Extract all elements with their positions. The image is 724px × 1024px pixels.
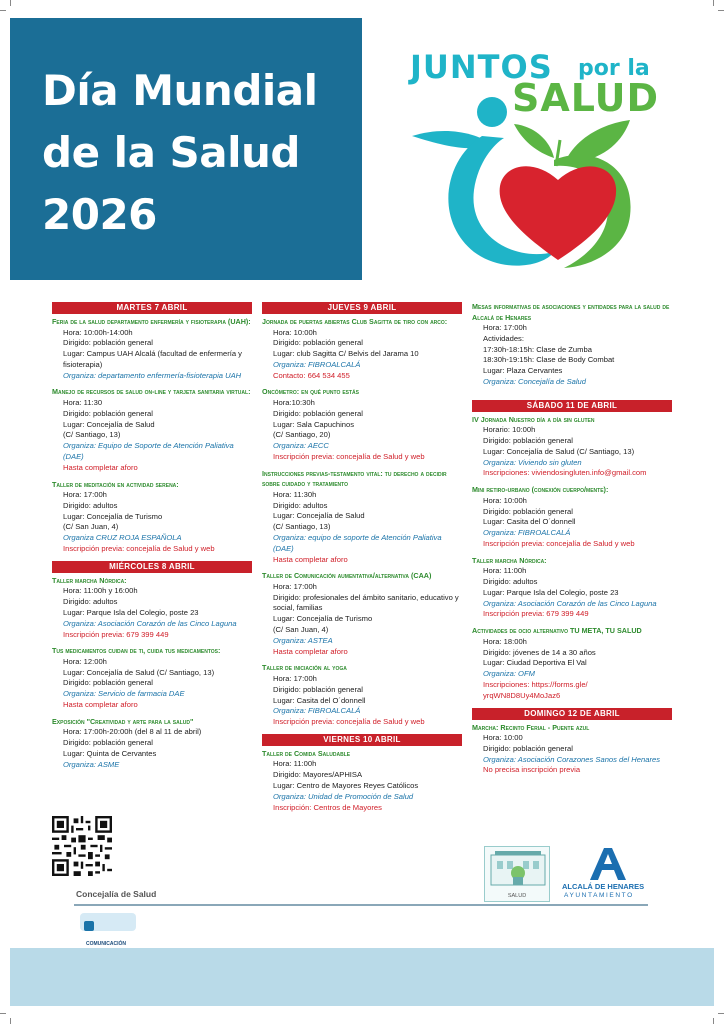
event-organizer: Organiza: OFM xyxy=(483,669,535,679)
event-item xyxy=(262,571,462,657)
event-title: Taller marcha Nórdica: xyxy=(472,555,547,565)
event-item xyxy=(52,480,252,555)
event-registration: Inscripción previa: concejalía de Salud y web xyxy=(483,538,635,548)
event-title: IV Jornada Nuestro día a día sin gluten xyxy=(472,414,595,424)
crop-mark xyxy=(713,0,714,6)
event-registration: Inscripción previa: concejalía de Salud y web xyxy=(273,717,425,727)
event-detail: (C/ Santiago, 13) xyxy=(273,522,331,532)
event-detail: Hora: 17:00h-20:00h (del 8 al 11 de abril) xyxy=(63,727,202,737)
footer-department-label: Concejalía de Salud xyxy=(76,889,157,899)
salud-logo xyxy=(484,846,550,902)
event-detail: Dirigido: profesionales del ámbito sanitario, educativo y social, familias xyxy=(273,592,459,613)
event-registration: No precisa inscripción previa xyxy=(483,765,581,775)
ayuntamiento-label: AYUNTAMIENTO xyxy=(564,892,634,899)
event-registration[interactable]: yrqWN8D8Uy4MoJaz6 xyxy=(483,690,561,700)
page-title-line-2: de la Salud xyxy=(42,128,300,177)
juntos-por-la-salud-logo xyxy=(404,40,668,280)
event-organizer: Organiza: equipo de soporte de Atención Paliativa (DAE) xyxy=(273,532,442,553)
event-detail: Lugar: Casita del O´donnell xyxy=(273,695,366,705)
event-detail: Actividades: xyxy=(483,333,524,343)
event-detail: Hora: 11:00h y 16:00h xyxy=(63,586,138,596)
event-title: Mini retiro-urbano (conexión cuerpo/mente): xyxy=(472,485,609,495)
event-detail: Hora: 11:30h xyxy=(273,489,317,499)
event-registration: Hasta completar aforo xyxy=(63,462,138,472)
event-detail: Dirigido: adultos xyxy=(483,577,538,587)
event-organizer: Organiza: Equipo de Soporte de Atención Paliativa (DAE) xyxy=(63,441,234,461)
event-detail: Dirigido: población general xyxy=(63,738,153,748)
event-title: Marcha: Recinto Ferial - Puente azul xyxy=(472,722,590,732)
program-column-3 xyxy=(472,302,672,782)
alcala-a-icon xyxy=(560,846,656,882)
event-detail: Hora: 17:00h xyxy=(63,490,107,500)
footer-band xyxy=(10,948,714,1006)
event-detail: Horario: 10:00h xyxy=(483,425,536,435)
event-registration: Inscripción previa: 679 399 449 xyxy=(483,609,589,619)
event-title: Taller marcha Nórdica: xyxy=(52,575,127,585)
event-registration: Inscripción previa: concejalía de Salud y web xyxy=(63,544,215,554)
event-registration: Hasta completar aforo xyxy=(273,554,348,564)
day-header: SÁBADO 11 DE ABRIL xyxy=(472,400,672,412)
event-detail: Hora:10:30h xyxy=(273,397,315,407)
crop-mark xyxy=(0,1013,6,1014)
event-detail: (C/ Santiago, 20) xyxy=(273,430,331,440)
event-title: Instrucciones previas-testamento vital: tu derecho a decidir sobre cuidado y tratamiento xyxy=(262,468,447,489)
event-item xyxy=(262,469,462,566)
event-detail: Hora: 17:00h xyxy=(273,581,317,591)
event-detail: Lugar: Centro de Mayores Reyes Católicos xyxy=(273,781,419,790)
event-item xyxy=(472,485,672,549)
event-detail: Lugar: Campus UAH Alcalá (facultad de enfermería y fisioterapia) xyxy=(63,349,242,369)
program-column-1 xyxy=(52,302,252,777)
event-detail: Dirigido: población general xyxy=(483,743,573,753)
event-detail: Lugar: Parque Isla del Colegio, poste 23 xyxy=(483,587,619,597)
comunicacion-icon xyxy=(84,921,94,931)
logo-word-juntos: JUNTOS xyxy=(410,48,553,86)
page-title-line-1: Día Mundial xyxy=(42,66,318,115)
event-registration[interactable]: Inscripciones: viviendosingluten.info@gmail.com xyxy=(483,468,647,478)
event-registration: Hasta completar aforo xyxy=(63,700,138,710)
event-detail: Lugar: Parque Isla del Colegio, poste 23 xyxy=(63,607,199,617)
event-detail: Dirigido: población general xyxy=(273,684,363,694)
event-detail: Lugar: Concejalía de Turismo xyxy=(63,511,163,521)
event-detail: Hora: 18:00h xyxy=(483,636,527,646)
event-detail: Lugar: Concejalía de Salud (C/ Santiago, 13) xyxy=(63,667,215,677)
event-item xyxy=(472,626,672,701)
crop-mark xyxy=(713,1018,714,1024)
event-title: Taller de Comunicación aumentativa/alternativa (CAA) xyxy=(262,571,432,581)
event-organizer: Organiza: Asociación Corazón de las Cinco Laguna xyxy=(63,618,237,628)
event-organizer: Organiza: ASME xyxy=(63,759,120,769)
event-item xyxy=(52,387,252,473)
alcala-name: ALCALÁ DE HENARES xyxy=(562,882,645,891)
event-organizer: Organiza: departamento enfermería-fisioterapia UAH xyxy=(63,370,242,380)
event-title: Feria de la salud departamento enfermería y fisioterapia (UAH): xyxy=(52,317,251,326)
crop-mark xyxy=(718,1013,724,1014)
event-detail: Dirigido: población general xyxy=(63,678,153,688)
event-detail: Hora: 11:00h xyxy=(273,759,317,769)
event-detail: Dirigido: población general xyxy=(483,436,573,446)
event-detail: 17:30h-18:15h: Clase de Zumba xyxy=(483,344,592,354)
event-detail: Dirigido: población general xyxy=(273,408,363,418)
event-title: Manejo de recursos de salud on-line y tarjeta sanitaria virtual: xyxy=(52,387,251,397)
event-detail: Hora: 10:00h-14:00h xyxy=(63,327,133,337)
crop-mark xyxy=(10,1018,11,1024)
event-item xyxy=(472,302,672,388)
event-organizer: Organiza: Asociación Corazón de las Cinco Laguna xyxy=(483,598,657,608)
event-organizer: Organiza: ASTEA xyxy=(273,635,333,645)
event-detail: Dirigido: población general xyxy=(63,338,153,348)
event-detail: (C/ San Juan, 4) xyxy=(273,625,329,635)
event-detail: Hora: 17:00h xyxy=(483,323,527,332)
event-detail: Lugar: Concejalía de Salud xyxy=(63,419,155,429)
event-registration: Inscripción: Centros de Mayores xyxy=(273,802,382,812)
event-organizer: Organiza: FIBROALCALÁ xyxy=(483,528,571,538)
event-detail: Hora: 12:00h xyxy=(63,656,107,666)
event-title: Taller de Comida Saludable xyxy=(262,748,351,758)
event-detail: Dirigido: población general xyxy=(483,506,573,516)
event-title: Taller de iniciación al yoga xyxy=(262,663,347,673)
event-registration: Hasta completar aforo xyxy=(273,646,348,656)
event-detail: Lugar: Casita del O´donnell xyxy=(483,517,576,527)
event-detail: Hora: 11:30 xyxy=(63,397,103,407)
event-title: Oncómetro: en qué punto estás xyxy=(262,387,359,397)
event-detail: Lugar: Concejalía de Salud (C/ Santiago, 13) xyxy=(483,446,635,456)
comunicacion-label: COMUNICACIÓN xyxy=(86,940,126,947)
event-organizer: Organiza: FIBROALCALÁ xyxy=(273,359,361,369)
event-organizer: Organiza: FIBROALCALÁ xyxy=(273,706,361,716)
event-item xyxy=(472,723,672,777)
event-detail: (C/ Santiago, 13) xyxy=(63,430,121,440)
event-detail: Dirigido: población general xyxy=(63,408,153,418)
event-detail: Hora: 17:00h xyxy=(273,673,317,683)
event-detail: Hora: 10:00h xyxy=(483,495,527,505)
program-column-2 xyxy=(262,302,462,819)
event-organizer: Organiza: Asociación Corazones Sanos del Henares xyxy=(483,754,661,764)
page-title-year: 2026 xyxy=(42,190,157,239)
building-icon xyxy=(485,847,551,891)
event-organizer: Organiza: Viviendo sin gluten xyxy=(483,457,582,467)
event-detail: Dirigido: adultos xyxy=(273,500,328,510)
event-registration: Contacto: 664 534 455 xyxy=(273,370,350,380)
event-item xyxy=(472,556,672,620)
event-title: Mesas informativas de asociaciones y entidades para la salud de Alcalá de Henares xyxy=(472,302,670,322)
event-detail: Lugar: Quinta de Cervantes xyxy=(63,748,157,758)
event-item xyxy=(262,317,462,381)
logo-word-salud: SALUD xyxy=(512,76,660,120)
event-detail: Dirigido: Mayores/APHISA xyxy=(273,770,363,780)
day-header: DOMINGO 12 DE ABRIL xyxy=(472,708,672,720)
event-item xyxy=(262,387,462,462)
event-item xyxy=(52,646,252,710)
event-detail: Hora: 10:00h xyxy=(273,327,317,337)
event-title: Exposición "Creatividad y arte para la salud" xyxy=(52,716,194,726)
event-organizer: Organiza: Concejalía de Salud xyxy=(483,376,587,386)
event-title: Actividades de ocio alternativo TU META, TU SALUD xyxy=(472,626,642,636)
comunicacion-badge xyxy=(80,913,136,947)
event-organizer: Organiza: Servicio de farmacia DAE xyxy=(63,689,185,699)
event-detail: Lugar: club Sagitta C/ Belvis del Jarama 10 xyxy=(273,349,419,359)
event-detail: Dirigido: adultos xyxy=(63,500,118,510)
alcala-ayuntamiento-logo xyxy=(560,846,656,902)
day-header: MIÉRCOLES 8 ABRIL xyxy=(52,561,252,573)
event-detail: (C/ San Juan, 4) xyxy=(63,522,119,532)
event-detail: Dirigido: población general xyxy=(273,338,363,348)
event-detail: Hora: 10:00 xyxy=(483,733,523,743)
crop-mark xyxy=(718,10,724,11)
event-title: Taller de meditación en actividad serena: xyxy=(52,479,179,489)
footer-divider xyxy=(74,904,648,906)
salud-logo-label: SALUD xyxy=(507,893,527,899)
event-detail: Lugar: Plaza Cervantes xyxy=(483,366,563,376)
event-detail: Lugar: Concejalía de Salud xyxy=(273,511,365,521)
event-detail: Lugar: Ciudad Deportiva El Val xyxy=(483,658,587,668)
title-banner xyxy=(10,18,362,280)
crop-mark xyxy=(10,0,11,6)
event-organizer: Organiza: AECC xyxy=(273,441,329,451)
day-header: JUEVES 9 ABRIL xyxy=(262,302,462,314)
logo-word-por-la: por la xyxy=(578,56,650,81)
event-item xyxy=(52,576,252,640)
event-item xyxy=(52,717,252,771)
event-detail: Hora: 11:00h xyxy=(483,566,527,576)
crop-mark xyxy=(0,10,6,11)
event-item xyxy=(472,415,672,479)
day-header: VIERNES 10 ABRIL xyxy=(262,734,462,746)
event-title: Tus medicamentos cuidan de ti, cuida tus medicamentos: xyxy=(52,646,221,656)
event-detail: Dirigido: jóvenes de 14 a 30 años xyxy=(483,647,596,657)
event-detail: 18:30h-19:15h: Clase de Body Combat xyxy=(483,355,615,365)
event-organizer: Organiza: Unidad de Promoción de Salud xyxy=(273,791,414,801)
event-detail: Dirigido: adultos xyxy=(63,597,118,607)
event-detail: Lugar: Sala Capuchinos xyxy=(273,419,355,429)
qr-code-icon[interactable] xyxy=(52,816,112,876)
event-item xyxy=(262,663,462,727)
day-header: MARTES 7 ABRIL xyxy=(52,302,252,314)
event-organizer: Organiza CRUZ ROJA ESPAÑOLA xyxy=(63,533,182,543)
event-registration: Inscripción previa: concejalía de Salud y web xyxy=(273,451,425,461)
event-detail: Lugar: Concejalía de Turismo xyxy=(273,614,373,624)
event-item xyxy=(262,749,462,813)
event-item xyxy=(52,317,252,381)
event-registration: Inscripción previa: 679 399 449 xyxy=(63,629,169,639)
event-title: Jornada de puertas abiertas Club Sagitta de tiro con arco: xyxy=(262,317,448,326)
event-registration[interactable]: Inscripciones: https://forms.gle/ xyxy=(483,679,588,689)
